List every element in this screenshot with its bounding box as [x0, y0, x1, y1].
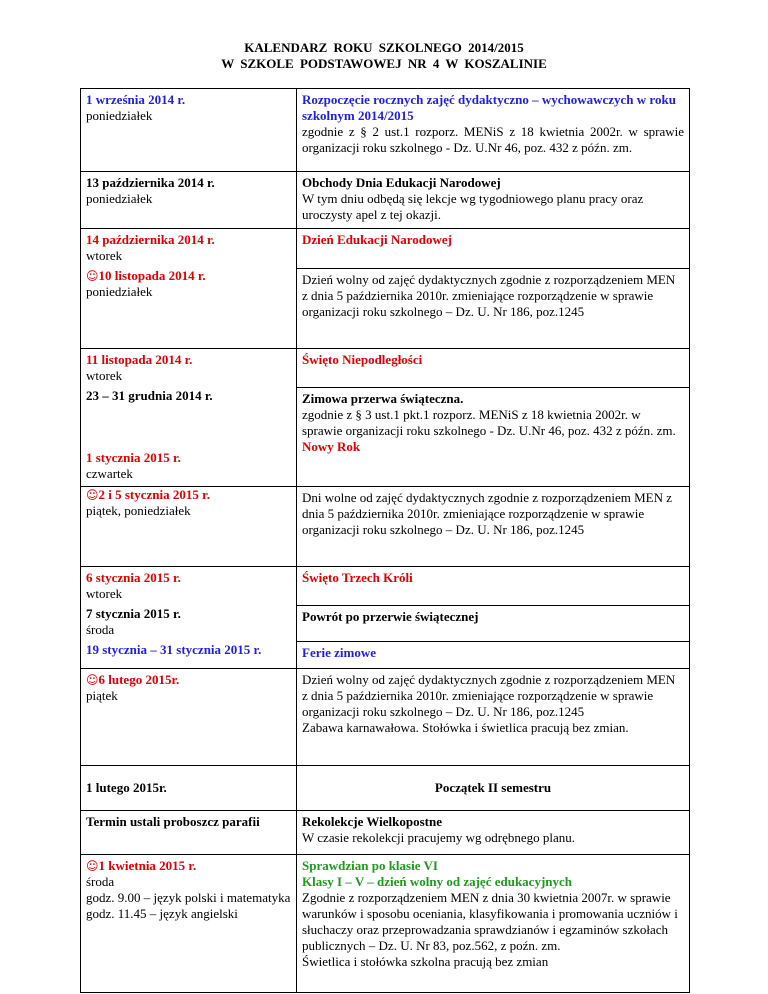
title-line-1: KALENDARZ ROKU SZKOLNEGO 2014/2015	[244, 40, 524, 55]
description-cell	[297, 669, 690, 766]
table-row	[81, 89, 690, 172]
event-date: 10 listopada 2014 r.	[98, 268, 206, 283]
event-note: godz. 9.00 – język polski i matematyka	[86, 890, 291, 905]
smiley-icon: ☺	[86, 673, 99, 687]
calendar-table	[80, 88, 690, 993]
event-date: 6 stycznia 2015 r.	[86, 569, 181, 585]
description-cell	[297, 172, 690, 229]
event-date: 1 września 2014 r.	[86, 92, 186, 107]
event-day: piątek	[86, 688, 118, 703]
table-row	[81, 855, 690, 993]
description-cell	[297, 89, 690, 172]
event-note: godz. 11.45 – język angielski	[86, 906, 238, 921]
event-description: W tym dniu odbędą się lekcje wg tygodniowego planu pracy oraz uroczysty apel z tej okazji.	[302, 191, 644, 222]
date-cell	[81, 606, 297, 642]
event-date: 13 października 2014 r.	[86, 175, 215, 190]
smiley-icon: ☺	[86, 269, 99, 283]
event-description: zgodnie z § 3 ust.1 pkt.1 rozporz. MENiS z 18 kwietnia 2002r. w sprawie organizacji roku szkolnego - Dz. U.Nr 46, poz. 432 z późn. zm.	[302, 407, 676, 438]
date-cell	[81, 669, 297, 766]
table-row	[81, 268, 690, 348]
date-cell	[81, 486, 297, 566]
event-title: Święto Trzech Króli	[302, 569, 413, 585]
event-subtitle: Klasy I – V – dzień wolny od zajęć edukacyjnych	[302, 874, 573, 889]
date-cell	[81, 388, 297, 487]
date-cell	[81, 811, 297, 855]
event-day: wtorek	[86, 367, 123, 383]
event-date: 1 lutego 2015r.	[86, 779, 167, 795]
event-title: Rekolekcje Wielkopostne	[302, 814, 442, 829]
event-description: Dni wolne od zajęć dydaktycznych zgodnie z rozporządzeniem MEN z dnia 5 października 2010r. zmieniające rozporządzenie w sprawie organizacji roku szkolnego – Dz. U. Nr 186, poz.1245	[302, 489, 672, 537]
event-date: 2 i 5 stycznia 2015 r.	[98, 486, 210, 502]
event-title: Powrót po przerwie świątecznej	[302, 609, 479, 624]
event-day: czwartek	[86, 465, 133, 481]
event-title: Ferie zimowe	[302, 645, 376, 660]
event-day: poniedziałek	[86, 108, 153, 123]
description-cell	[297, 855, 690, 993]
event-title: Zimowa przerwa świąteczna.	[302, 391, 464, 406]
event-date: 11 listopada 2014 r.	[86, 351, 193, 367]
description-cell	[297, 642, 690, 669]
table-row	[81, 486, 690, 566]
smiley-icon: ☺	[86, 859, 99, 873]
event-day: wtorek	[86, 585, 123, 601]
table-row	[81, 606, 690, 642]
date-cell	[81, 172, 297, 229]
date-cell	[81, 268, 297, 348]
event-title: Dzień Edukacji Narodowej	[302, 232, 452, 247]
description-cell	[297, 268, 690, 348]
event-date: 1 stycznia 2015 r.	[86, 449, 181, 465]
event-date: Termin ustali proboszcz parafii	[86, 814, 260, 829]
description-cell	[297, 348, 690, 388]
event-date: 7 stycznia 2015 r.	[86, 605, 181, 621]
description-cell	[297, 486, 690, 566]
table-row	[81, 811, 690, 855]
event-day: środa	[86, 621, 115, 637]
event-day: poniedziałek	[86, 284, 153, 299]
event-day: piątek, poniedziałek	[86, 502, 191, 518]
table-row	[81, 229, 690, 269]
date-cell	[81, 229, 297, 269]
table-row	[81, 348, 690, 388]
table-row	[81, 172, 690, 229]
event-note: Zabawa karnawałowa. Stołówka i świetlica pracują bez zmian.	[302, 720, 629, 735]
document-title	[0, 40, 768, 72]
event-title: Rozpoczęcie rocznych zajęć dydaktyczno – wychowawczych w roku szkolnym 2014/2015	[302, 92, 676, 123]
event-title: Święto Niepodległości	[302, 351, 423, 367]
event-note: Świetlica i stołówka szkolna pracują bez zmian	[302, 954, 549, 969]
event-date: 23 – 31 grudnia 2014 r.	[86, 387, 213, 403]
event-description: Dzień wolny od zajęć dydaktycznych zgodnie z rozporządzeniem MEN z dnia 5 października 2010r. zmieniające rozporządzenie w sprawie organizacji roku szkolnego – Dz. U. Nr 186, poz.1245	[302, 672, 676, 719]
table-row	[81, 642, 690, 669]
date-cell	[81, 855, 297, 993]
table-row	[81, 566, 690, 606]
event-description: Dzień wolny od zajęć dydaktycznych zgodnie z rozporządzeniem MEN z dnia 5 października 2010r. zmieniające rozporządzenie w sprawie organizacji roku szkolnego – Dz. U. Nr 186, poz.1245	[302, 271, 676, 319]
event-description: Zgodnie z rozporządzeniem MEN z dnia 30 kwietnia 2007r. w sprawie warunków i sposobu oceniania, klasyfikowania i promowania uczniów i słuchaczy oraz przeprowadzania sprawdzianów i egzaminów szkołach publicznych – Dz. U. Nr 83, poz.562, z poźn. zm.	[302, 890, 678, 953]
event-date: 19 stycznia – 31 stycznia 2015 r.	[86, 641, 262, 657]
event-title: Nowy Rok	[302, 439, 361, 454]
event-title: Początek II semestru	[434, 779, 552, 795]
date-cell	[81, 89, 297, 172]
description-cell	[297, 388, 690, 487]
date-cell	[81, 642, 297, 669]
event-title: Sprawdzian po klasie VI	[302, 858, 438, 873]
title-line-2: W SZKOLE PODSTAWOWEJ NR 4 W KOSZALINIE	[221, 56, 547, 71]
event-day: środa	[86, 874, 115, 889]
table-row	[81, 388, 690, 487]
description-cell	[297, 606, 690, 642]
event-date: 1 kwietnia 2015 r.	[98, 858, 197, 873]
event-description: zgodnie z § 2 ust.1 rozporz. MENiS z 18 kwietnia 2002r. w sprawie organizacji roku szkolnego - Dz. U.Nr 46, poz. 432 z późn. zm.	[302, 124, 684, 155]
date-cell	[81, 566, 297, 606]
description-cell	[297, 766, 690, 811]
description-cell	[297, 811, 690, 855]
description-cell	[297, 229, 690, 269]
event-day: poniedziałek	[86, 191, 153, 206]
event-description: W czasie rekolekcji pracujemy wg odrębnego planu.	[302, 830, 576, 845]
table-row	[81, 669, 690, 766]
event-day: wtorek	[86, 248, 123, 263]
event-date: 6 lutego 2015r.	[98, 672, 180, 687]
date-cell	[81, 348, 297, 388]
description-cell	[297, 566, 690, 606]
event-date: 14 października 2014 r.	[86, 232, 215, 247]
table-row	[81, 766, 690, 811]
event-title: Obchody Dnia Edukacji Narodowej	[302, 175, 501, 190]
smiley-icon: ☺	[86, 487, 99, 502]
date-cell	[81, 766, 297, 811]
